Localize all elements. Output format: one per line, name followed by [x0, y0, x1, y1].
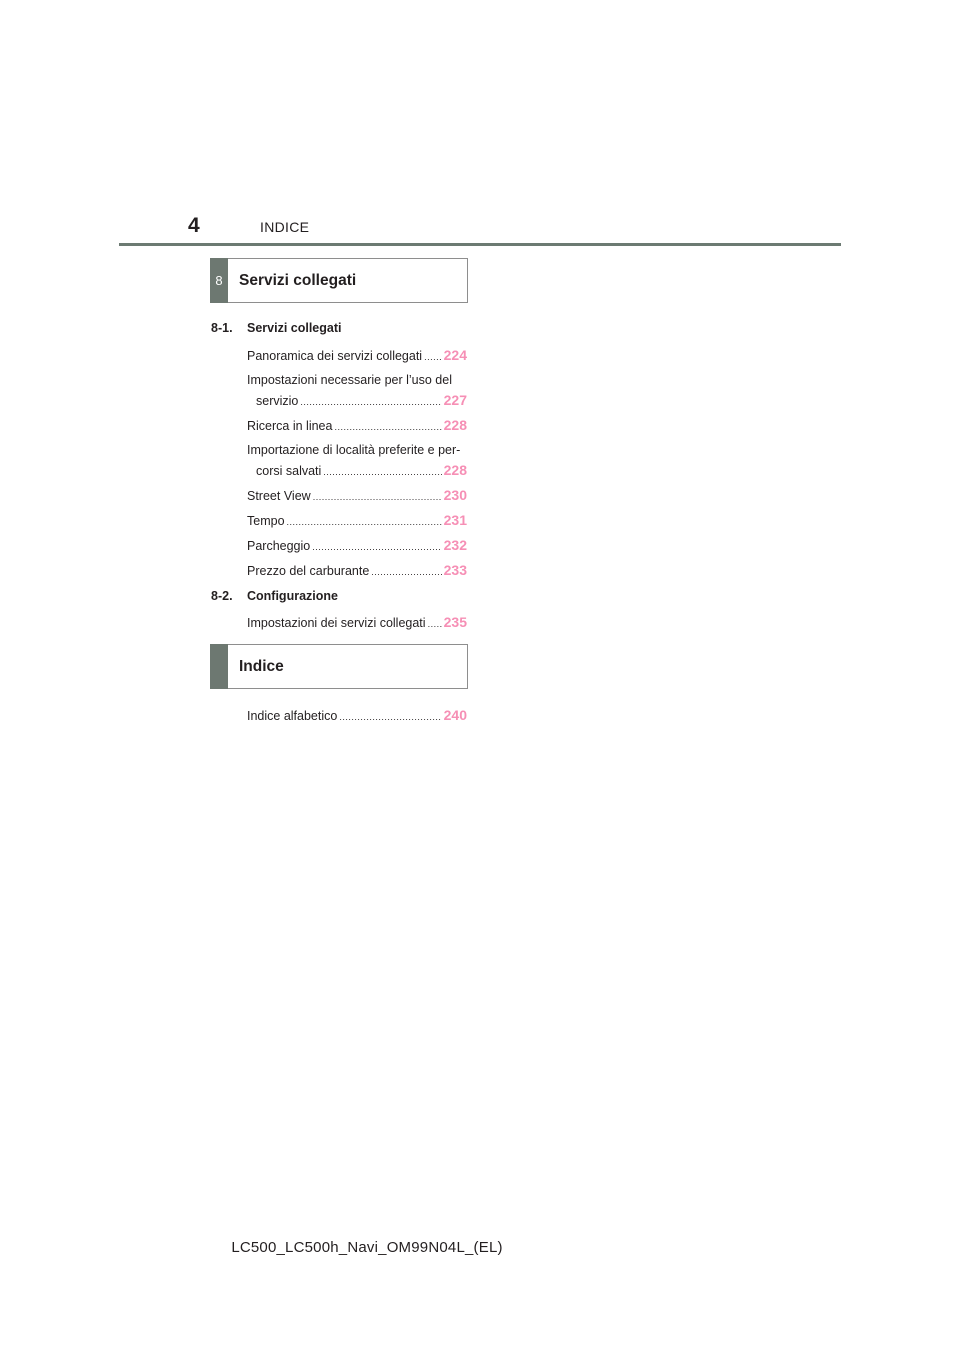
chapter-heading-8-2 — [211, 589, 338, 603]
toc-entry-prezzo-carburante[interactable] — [247, 560, 467, 582]
entry-text-continued: servizio — [256, 394, 299, 408]
dot-leader — [371, 562, 441, 582]
page-link[interactable]: 232 — [443, 537, 467, 553]
dot-leader — [300, 392, 441, 412]
entry-text: Street View — [247, 489, 311, 503]
entry-text: Tempo — [247, 514, 285, 528]
entry-text: Impostazioni dei servizi collegati — [247, 616, 426, 630]
section-title: Indice — [239, 657, 284, 675]
header-title: INDICE — [260, 219, 310, 235]
page-number: 4 — [188, 214, 200, 237]
section-title: Servizi collegati — [239, 271, 357, 289]
toc-entry-ricerca[interactable] — [247, 415, 467, 437]
dot-leader — [287, 512, 442, 532]
entry-text: Panoramica dei servizi collegati — [247, 349, 423, 363]
toc-entry-street-view[interactable] — [247, 485, 467, 507]
dot-leader — [313, 487, 442, 507]
dot-leader — [312, 537, 441, 557]
entry-text: Importazione di località preferite e per- — [247, 443, 461, 457]
chapter-title: Configurazione — [247, 589, 338, 603]
dot-leader — [334, 417, 441, 437]
dot-leader — [339, 707, 441, 727]
section-tab — [210, 644, 228, 689]
dot-leader — [424, 347, 442, 367]
entry-text: Ricerca in linea — [247, 419, 333, 433]
toc-entry-impostazioni-necessarie[interactable] — [247, 370, 467, 412]
entry-text-continued: corsi salvati — [256, 464, 322, 478]
entry-text: Prezzo del carburante — [247, 564, 370, 578]
section-tab: 8 — [210, 258, 228, 303]
toc-entry-indice-alfabetico[interactable] — [247, 705, 467, 727]
chapter-title: Servizi collegati — [247, 321, 342, 335]
entry-text: Parcheggio — [247, 539, 311, 553]
page-link[interactable]: 235 — [443, 614, 467, 630]
toc-entry-panoramica[interactable] — [247, 345, 467, 367]
page-link[interactable]: 228 — [443, 462, 467, 478]
page-link[interactable]: 230 — [443, 487, 467, 503]
page-link[interactable]: 231 — [443, 512, 467, 528]
page-link[interactable]: 227 — [443, 392, 467, 408]
chapter-number: 8-2. — [211, 589, 233, 603]
toc-entry-importazione[interactable] — [247, 440, 467, 482]
chapter-number: 8-1. — [211, 321, 233, 335]
chapter-heading-8-1 — [211, 321, 341, 335]
page-link[interactable]: 228 — [443, 417, 467, 433]
toc-entry-impostazioni-servizi[interactable] — [247, 612, 467, 634]
dot-leader — [428, 614, 442, 634]
toc-entry-parcheggio[interactable] — [247, 535, 467, 557]
dot-leader — [323, 462, 441, 482]
header-divider — [119, 243, 841, 246]
page-link[interactable]: 240 — [443, 707, 467, 723]
footer — [0, 1239, 960, 1256]
page-link[interactable]: 224 — [443, 347, 467, 363]
entry-text: Indice alfabetico — [247, 709, 338, 723]
document-code: LC500_LC500h_Navi_OM99N04L_(EL) — [231, 1239, 503, 1256]
section-header-indice — [210, 644, 468, 689]
section-header-servizi-collegati — [210, 258, 468, 303]
page-link[interactable]: 233 — [443, 562, 467, 578]
toc-entry-tempo[interactable] — [247, 510, 467, 532]
entry-text: Impostazioni necessarie per l’uso del — [247, 373, 452, 387]
